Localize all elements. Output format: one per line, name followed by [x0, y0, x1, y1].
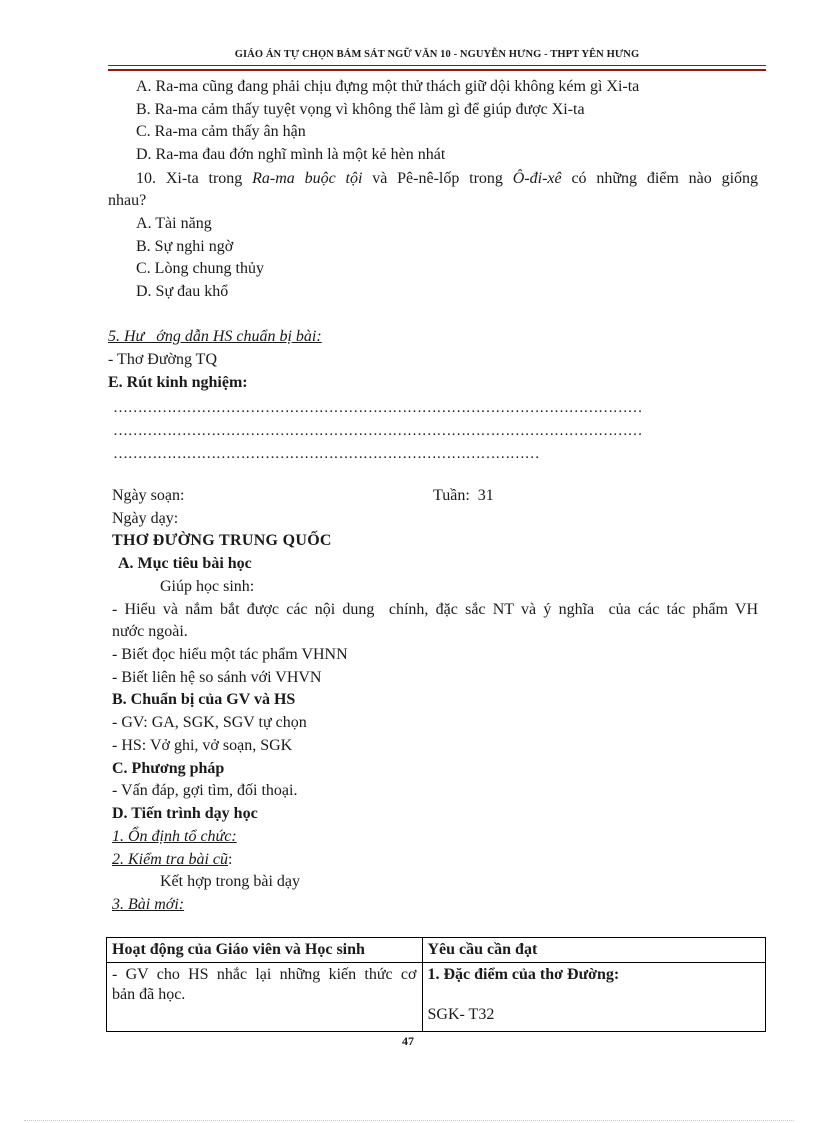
- table-cell-activity-line1: - GV cho HS nhắc lại những kiến thức cơ: [112, 966, 417, 983]
- sectionD-step2-text: Kết hợp trong bài dạy: [160, 873, 300, 890]
- sectionA-item1: - Hiểu và nắm bắt được các nội dung chính, đặc sắc NT và ý nghĩa của các tác phẩm VH: [112, 601, 758, 618]
- sectionE-dots-2: ………………………………………………………………………………………………: [113, 423, 643, 439]
- sectionB-hs: - HS: Vở ghi, vở soạn, SGK: [112, 737, 293, 754]
- table-header-activity: Hoạt động của Giáo viên và Học sinh: [107, 938, 423, 963]
- table-row: [107, 963, 766, 1032]
- q10-option-d: D. Sự đau khổ: [136, 283, 229, 300]
- header-rule-thick: [108, 69, 766, 71]
- lesson-plan-table: [106, 937, 766, 1032]
- q10-question: 10. Xi-ta trong Ra-ma buộc tội và Pê-nê-lốp trong Ô-đi-xê có những điểm nào giống: [136, 170, 759, 187]
- sectionA-item2: - Biết đọc hiểu một tác phẩm VHNN: [112, 646, 348, 663]
- sectionD-step1: 1. Ổn định tổ chức:: [112, 828, 237, 845]
- page-edge-rule: [24, 1120, 794, 1121]
- sectionE-dots-3: ……………………………………………………………………………: [113, 446, 540, 462]
- q10-question-cont: nhau?: [108, 192, 147, 209]
- sectionC-heading: C. Phương pháp: [112, 760, 225, 777]
- q9-option-c: C. Ra-ma cảm thấy ân hận: [136, 123, 306, 140]
- sectionA-item3: - Biết liên hệ so sánh với VHVN: [112, 669, 322, 686]
- sectionE-heading: E. Rút kinh nghiệm:: [108, 374, 248, 391]
- table-header-requirements: Yêu cầu cần đạt: [422, 938, 766, 963]
- sectionD-step3: 3. Bài mới:: [112, 896, 185, 913]
- table-header-row: [107, 938, 766, 963]
- sectionC-item: - Vấn đáp, gợi tìm, đối thoại.: [112, 782, 298, 799]
- q10-option-b: B. Sự nghi ngờ: [136, 238, 234, 255]
- sectionA-heading: A. Mục tiêu bài học: [118, 555, 252, 572]
- table-cell-requirements: [422, 963, 766, 1032]
- sectionD-step2: 2. Kiểm tra bài cũ:: [112, 851, 233, 868]
- sectionB-heading: B. Chuẩn bị của GV và HS: [112, 691, 296, 708]
- tuan-label: Tuần: 31: [433, 487, 494, 504]
- sectionA-item1-cont: nước ngoài.: [112, 623, 188, 640]
- section5-item: - Thơ Đường TQ: [108, 351, 217, 368]
- q10-option-a: A. Tài năng: [136, 215, 212, 232]
- table-cell-req-ref: SGK- T32: [427, 1006, 495, 1023]
- q10-work-odyssey: Ô-đi-xê: [512, 170, 562, 187]
- table-cell-req-heading: 1. Đặc điểm của thơ Đường:: [427, 966, 620, 983]
- section5-heading: 5. Hư ớng dẫn HS chuẩn bị bài:: [108, 328, 322, 345]
- sectionE-dots-1: ………………………………………………………………………………………………: [113, 400, 643, 416]
- sectionD-heading: D. Tiến trình dạy học: [112, 805, 258, 822]
- q10-option-c: C. Lòng chung thủy: [136, 260, 264, 277]
- ngay-soan-label: Ngày soạn:: [112, 487, 185, 504]
- table-cell-activity-line2: bản đã học.: [112, 986, 186, 1003]
- q9-option-d: D. Ra-ma đau đớn nghĩ mình là một kẻ hèn nhát: [136, 146, 446, 163]
- sectionA-intro: Giúp học sinh:: [160, 578, 255, 595]
- q9-option-a: A. Ra-ma cũng đang phải chịu đựng một thử thách giữ dội không kém gì Xi-ta: [136, 78, 640, 95]
- ngay-day-label: Ngày dạy:: [112, 510, 179, 527]
- header-rule-thin: [108, 65, 766, 66]
- q9-option-b: B. Ra-ma cảm thấy tuyệt vọng vì không thể làm gì để giúp được Xi-ta: [136, 101, 585, 118]
- table-cell-activity: [107, 963, 423, 1032]
- page-number: 47: [402, 1034, 414, 1048]
- lesson-title: THƠ ĐƯỜNG TRUNG QUỐC: [112, 532, 332, 549]
- sectionB-gv: - GV: GA, SGK, SGV tự chọn: [112, 714, 307, 731]
- page-header-title: GIÁO ÁN TỰ CHỌN BÁM SÁT NGỮ VĂN 10 - NGUYỄN HƯNG - THPT YÊN HƯNG: [234, 49, 640, 60]
- q10-work-ramayana: Ra-ma buộc tội: [252, 170, 363, 187]
